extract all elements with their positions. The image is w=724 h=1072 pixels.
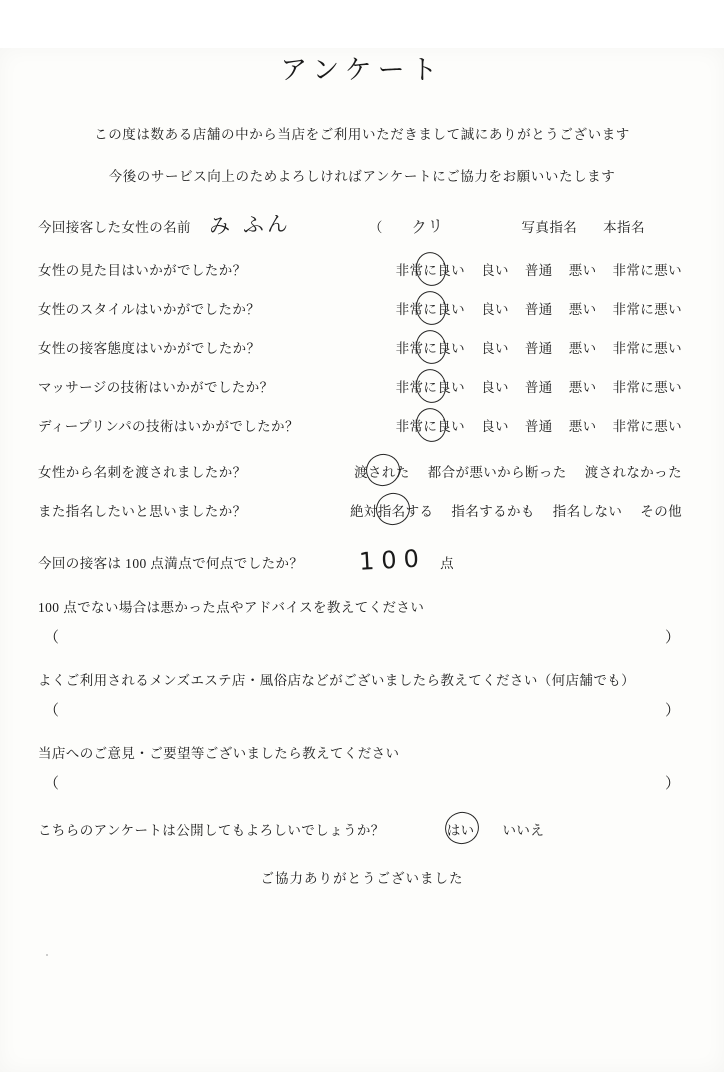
question-row [38, 259, 686, 279]
question-label: マッサージの技術はいかがでしたか？ [38, 380, 274, 395]
option-very-bad[interactable]: 非常に悪い [612, 263, 682, 278]
free-question-label: 当店へのご意見・ご要望等ございましたら教えてください [38, 746, 400, 761]
option-good[interactable]: 良い [481, 302, 509, 317]
publish-question-label: こちらのアンケートは公開してもよろしいでしょうか？ [38, 823, 385, 838]
question-row [38, 337, 686, 357]
staff-name-note-handwriting: クリ [410, 215, 445, 238]
option-label: はい [446, 823, 475, 838]
question-row [38, 376, 686, 396]
option-very-good[interactable] [396, 376, 466, 396]
option-label: 絶対指名する [349, 504, 434, 519]
option-declined-card[interactable]: 都合が悪いから断った [427, 465, 567, 480]
question-label: 女性の見た目はいかがでしたか？ [38, 263, 247, 278]
option-maybe-nominate[interactable]: 指名するかも [451, 504, 535, 519]
option-very-bad[interactable]: 非常に悪い [612, 302, 682, 317]
open-paren: （ [44, 776, 60, 792]
option-very-good[interactable] [396, 259, 466, 279]
option-group [396, 376, 686, 396]
option-bad[interactable]: 悪い [568, 302, 597, 317]
staff-name-handwriting: み ふん [208, 211, 292, 239]
question-label: 女性のスタイルはいかがでしたか？ [38, 302, 261, 317]
free-answer-field[interactable] [38, 626, 686, 647]
option-yes[interactable] [447, 819, 475, 839]
option-very-bad[interactable]: 非常に悪い [612, 341, 682, 356]
option-very-good[interactable] [396, 337, 466, 357]
tag-photo-nomination[interactable]: 写真指名 [521, 220, 578, 235]
option-average[interactable]: 普通 [524, 380, 553, 395]
question-row [38, 500, 686, 520]
score-answer-handwriting[interactable]: 100 [358, 544, 427, 576]
free-answer-field[interactable] [38, 772, 686, 793]
option-average[interactable]: 普通 [524, 302, 553, 317]
closing-text: ご協力ありがとうございました [260, 871, 464, 886]
option-label: 非常に良い [395, 263, 466, 278]
option-definitely-nominate[interactable] [350, 500, 433, 520]
option-group [396, 415, 686, 435]
question-row [38, 415, 686, 435]
open-paren: （ [368, 220, 383, 235]
option-bad[interactable]: 悪い [568, 419, 597, 434]
option-label: 非常に良い [395, 380, 466, 395]
option-good[interactable]: 良い [481, 419, 509, 434]
free-answer-field[interactable] [38, 699, 686, 720]
option-group [350, 500, 686, 520]
staff-name-field[interactable] [209, 209, 359, 239]
form-body [0, 209, 724, 839]
scan-speck [46, 954, 48, 956]
question-label: ディープリンパの技術はいかがでしたか？ [38, 419, 299, 434]
option-group [354, 461, 686, 481]
option-label: 渡された [354, 465, 410, 480]
close-paren: ） [664, 630, 680, 646]
free-question-label: よくご利用されるメンズエステ店・風俗店などがございましたら教えてください（何店舗でも） [38, 673, 636, 688]
intro-line-1: この度は数ある店舗の中から当店をご利用いただきまして誠にありがとうございます [94, 127, 630, 142]
option-group [396, 298, 686, 318]
close-paren: ） [664, 776, 680, 792]
score-question-label: 今回の接客は 100 点満点で何点でしたか？ [38, 556, 304, 571]
option-good[interactable]: 良い [481, 263, 509, 278]
option-other[interactable]: その他 [640, 504, 682, 519]
open-paren: （ [44, 703, 60, 719]
staff-name-row [38, 209, 686, 239]
option-average[interactable]: 普通 [524, 419, 553, 434]
option-very-good[interactable] [396, 415, 466, 435]
option-good[interactable]: 良い [481, 341, 509, 356]
option-group [396, 337, 686, 357]
option-bad[interactable]: 悪い [568, 341, 597, 356]
question-row [38, 461, 686, 481]
score-question-row [38, 546, 686, 574]
score-unit: 点 [440, 556, 455, 571]
free-question-label: 100 点でない場合は悪かった点やアドバイスを教えてください [38, 600, 425, 615]
question-label: また指名したいと思いましたか？ [38, 504, 247, 519]
option-bad[interactable]: 悪い [568, 263, 597, 278]
question-label: 女性から名刺を渡されましたか？ [38, 465, 247, 480]
option-label: 非常に良い [395, 302, 466, 317]
option-not-received-card[interactable]: 渡されなかった [584, 465, 682, 480]
option-group [396, 259, 686, 279]
option-label: 非常に良い [395, 341, 466, 356]
option-bad[interactable]: 悪い [568, 380, 597, 395]
tag-main-nomination[interactable]: 本指名 [603, 220, 645, 235]
option-average[interactable]: 普通 [524, 263, 553, 278]
close-paren: ） [664, 703, 680, 719]
option-received-card[interactable] [354, 461, 410, 481]
open-paren: （ [44, 630, 60, 646]
option-no-nominate[interactable]: 指名しない [552, 504, 623, 519]
option-very-bad[interactable]: 非常に悪い [612, 419, 682, 434]
survey-document [0, 48, 724, 1072]
option-good[interactable]: 良い [481, 380, 509, 395]
option-very-bad[interactable]: 非常に悪い [612, 380, 682, 395]
question-row [38, 298, 686, 318]
intro-line-2: 今後のサービス向上のためよろしければアンケートにご協力をお願いいたします [108, 169, 616, 184]
option-average[interactable]: 普通 [524, 341, 553, 356]
option-label: 非常に良い [395, 419, 466, 434]
option-no[interactable]: いいえ [502, 823, 545, 838]
publish-question-row [38, 819, 686, 839]
question-label: 女性の接客態度はいかがでしたか？ [38, 341, 261, 356]
page-title: アンケート [280, 55, 444, 86]
option-very-good[interactable] [396, 298, 466, 318]
staff-name-label: 今回接客した女性の名前 [38, 220, 191, 235]
